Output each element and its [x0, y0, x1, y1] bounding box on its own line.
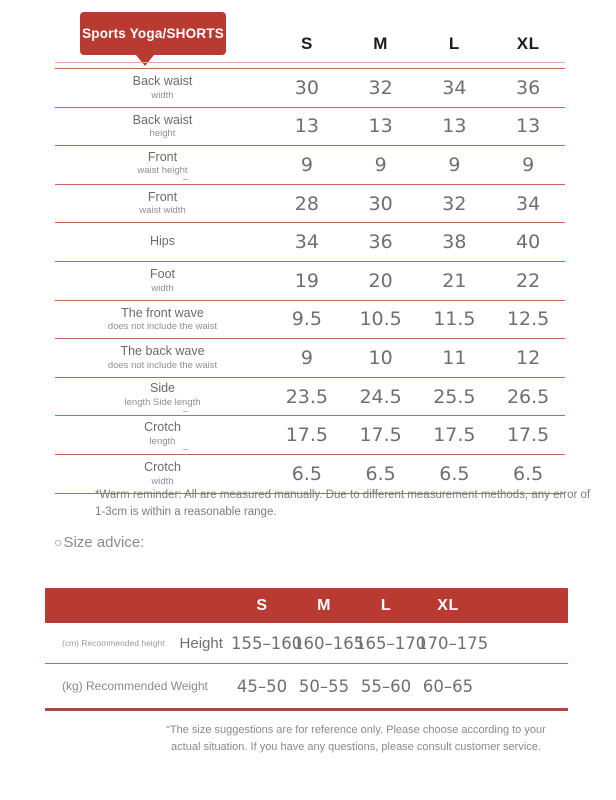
row-label-sub: length: [149, 435, 176, 447]
advice-footnote: [150, 722, 562, 756]
advice-footnote-line: “The size suggestions are for reference only. Please choose according to your: [166, 724, 546, 736]
table-cell: 11: [442, 346, 467, 369]
table-cell: 13: [442, 115, 467, 138]
row-label-sub: width: [151, 89, 174, 101]
table-cell: 13: [516, 115, 541, 138]
table-cell: 9: [448, 153, 461, 176]
row-label: [55, 234, 270, 250]
row-label: [55, 113, 270, 141]
table-cell: 36: [368, 231, 393, 254]
row-label-sub: waist width: [139, 205, 186, 217]
size-advice-table: [45, 588, 568, 711]
row-label-sub: does not include the waist: [107, 321, 218, 333]
advice-label-small: (kg) Recommended Weight: [62, 679, 208, 693]
size-advice-heading: [54, 534, 144, 551]
row-label: [55, 420, 270, 451]
table-cell: 13: [294, 115, 319, 138]
advice-row: [45, 623, 568, 664]
row-label: [55, 344, 270, 372]
table-row: [55, 146, 565, 185]
table-cell: 30: [368, 192, 393, 215]
advice-cell: 170–175: [417, 633, 489, 653]
table-cell: 9: [300, 153, 313, 176]
row-label-main: Side: [149, 381, 176, 396]
table-row: [55, 262, 565, 301]
advice-cell: 55–60: [360, 676, 412, 696]
table-cell: 24.5: [359, 385, 402, 408]
reminder-line: 1-3cm is within a reasonable range.: [95, 506, 277, 519]
table-cell: 9.5: [291, 308, 322, 331]
table-cell: 21: [442, 269, 467, 292]
table-cell: 17.5: [359, 424, 402, 447]
advice-cell: 50–55: [298, 676, 350, 696]
table-cell: 22: [516, 269, 541, 292]
underline-mark: [183, 449, 188, 450]
table-cell: 34: [294, 231, 319, 254]
advice-header-bar: [45, 588, 568, 623]
row-label: [55, 267, 270, 295]
table-cell: 34: [516, 192, 541, 215]
advice-table-body: [45, 623, 568, 708]
advice-cell: 45–50: [236, 676, 288, 696]
advice-cell: 155–160: [231, 633, 303, 653]
measurement-table: [55, 62, 565, 494]
row-label-sub: width: [151, 475, 174, 487]
table-cell: 6.5: [513, 462, 544, 485]
advice-column-header: S: [256, 596, 268, 614]
table-row: [55, 339, 565, 378]
table-cell: 19: [294, 269, 319, 292]
table-cell: 25.5: [433, 385, 476, 408]
advice-label-large: Height: [179, 634, 223, 652]
row-label-sub: length Side length: [124, 396, 201, 408]
row-label: [55, 150, 270, 181]
table-cell: 32: [442, 192, 467, 215]
badge-label: Sports Yoga/SHORTS: [82, 26, 224, 41]
row-label-main: The back wave: [120, 344, 205, 359]
size-columns-header: [55, 34, 565, 54]
table-row: [55, 223, 565, 262]
advice-column-header: XL: [437, 596, 459, 614]
advice-column-header: M: [317, 596, 331, 614]
table-row: [55, 378, 565, 417]
table-cell: 30: [294, 76, 319, 99]
size-column-header: L: [448, 34, 460, 53]
table-cell: 9: [374, 153, 387, 176]
row-label-sub: width: [151, 282, 174, 294]
table-cell: 6.5: [291, 462, 322, 485]
row-label: [55, 306, 270, 334]
circle-icon: ○: [54, 534, 63, 550]
row-label-main: Hips: [149, 234, 175, 249]
row-label-sub: waist height: [137, 165, 188, 177]
table-cell: 6.5: [365, 462, 396, 485]
table-cell: 10: [368, 346, 393, 369]
table-row: [55, 108, 565, 147]
row-label-main: Foot: [149, 267, 175, 282]
row-label-main: Front: [147, 149, 178, 164]
table-cell: 17.5: [433, 424, 476, 447]
table-top-line: [55, 62, 565, 63]
row-label: [55, 460, 270, 488]
advice-cell: 160–165: [293, 633, 365, 653]
table-cell: 11.5: [433, 308, 476, 331]
table-cell: 6.5: [439, 462, 470, 485]
size-advice-title: Size advice:: [63, 534, 145, 551]
size-column-header: XL: [516, 34, 540, 53]
table-cell: 23.5: [285, 385, 329, 408]
advice-column-header: L: [380, 596, 392, 614]
row-label-main: Crotch: [144, 459, 181, 474]
table-cell: 12.5: [506, 308, 550, 331]
table-cell: 32: [368, 76, 393, 99]
reminder-line: *Warm reminder: All are measured manually. Due to different measurement methods, any error of: [95, 489, 591, 501]
row-label-main: Back waist: [132, 74, 193, 89]
underline-mark: [183, 411, 188, 412]
row-label-main: Front: [147, 189, 178, 204]
size-column-header: S: [300, 34, 313, 53]
measurement-table-body: [55, 68, 565, 494]
table-cell: 34: [442, 76, 467, 99]
table-bottom-line: [45, 708, 568, 711]
advice-footnote-line: actual situation. If you have any questions, please consult customer service.: [171, 741, 541, 754]
table-cell: 28: [294, 192, 319, 215]
row-label-sub: height: [149, 128, 176, 140]
row-label-main: The front wave: [121, 305, 204, 320]
warm-reminder-note: [95, 487, 590, 522]
advice-row-label: [45, 679, 231, 693]
row-label: [55, 74, 270, 102]
advice-cell: 60–65: [422, 676, 474, 696]
size-column-header: M: [373, 34, 388, 53]
advice-row-label: [45, 635, 231, 652]
advice-row: [45, 664, 568, 708]
table-cell: 13: [368, 115, 393, 138]
table-row: [55, 185, 565, 224]
table-cell: 20: [368, 269, 393, 292]
table-cell: 36: [516, 76, 541, 99]
table-cell: 12: [516, 346, 541, 369]
underline-mark: [183, 179, 188, 180]
table-cell: 17.5: [506, 424, 550, 447]
row-label-sub: does not include the waist: [107, 359, 218, 371]
row-label: [55, 381, 270, 412]
table-cell: 9: [300, 346, 313, 369]
advice-cell: 165–170: [355, 633, 427, 653]
table-cell: 38: [442, 231, 467, 254]
row-label: [55, 190, 270, 218]
table-cell: 40: [516, 231, 541, 254]
table-row: [55, 69, 565, 108]
table-row: [55, 301, 565, 340]
row-label-main: Crotch: [144, 419, 181, 434]
table-row: [55, 416, 565, 455]
table-cell: 10.5: [359, 308, 402, 331]
advice-label-small: (cm) Recommended height: [62, 638, 165, 648]
table-cell: 9: [522, 153, 535, 176]
row-label-main: Back waist: [132, 112, 193, 127]
table-cell: 17.5: [285, 424, 329, 447]
table-cell: 26.5: [506, 385, 550, 408]
